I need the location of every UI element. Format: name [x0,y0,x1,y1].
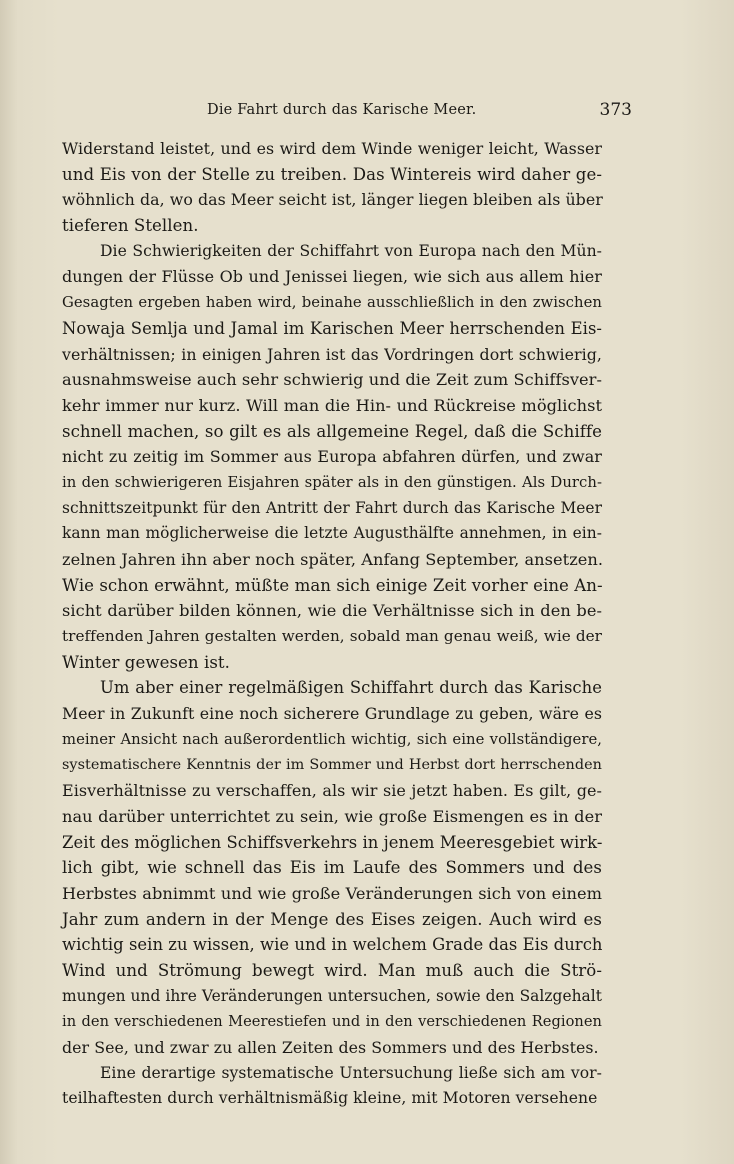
text-line: schnell machen, so gilt es als allgemeine Regel, daß die Schiffe [62,421,602,441]
text-line: Gesagten ergeben haben wird, beinahe ausschließlich in den zwischen [62,294,602,312]
text-line: ausnahmsweise auch sehr schwierig und die Zeit zum Schiffsver- [62,370,602,390]
text-line: Jahr zum andern in der Menge des Eises zeigen. Auch wird es [62,909,602,929]
page-header [62,100,632,124]
text-line: der See, und zwar zu allen Zeiten des Sommers und des Herbstes. [62,1038,599,1058]
text-line: Um aber einer regelmäßigen Schiffahrt durch das Karische [100,678,602,698]
text-line: Wie schon erwähnt, müßte man sich einige Zeit vorher eine An- [62,575,603,595]
text-line: Wind und Strömung bewegt wird. Man muß auch die Strö- [62,961,602,980]
text-line: lich gibt, wie schnell das Eis im Laufe des Sommers und des [62,858,602,878]
text-line: Eine derartige systematische Untersuchung ließe sich am vor- [100,1063,602,1082]
text-line: sicht darüber bilden können, wie die Verhältnisse sich in den be- [62,601,602,621]
text-line: Zeit des möglichen Schiffsverkehrs in jenem Meeresgebiet wirk- [62,832,603,852]
text-line: meiner Ansicht nach außerordentlich wichtig, sich eine vollständigere, [62,730,602,748]
text-line: zelnen Jahren ihn aber noch später, Anfang September, ansetzen. [62,550,604,569]
text-line: in den verschiedenen Meerestiefen und in den verschiedenen Regionen [62,1013,602,1031]
text-line: verhältnissen; in einigen Jahren ist das Vordringen dort schwierig, [62,344,602,364]
text-line: Winter gewesen ist. [62,652,230,672]
text-line: wichtig sein zu wissen, wie und in welchem Grade das Eis durch [62,935,603,955]
text-line: nau darüber unterrichtet zu sein, wie große Eismengen es in der [62,806,602,826]
text-line: Die Schwierigkeiten der Schiffahrt von Europa nach den Mün- [100,241,602,260]
text-line: Nowaja Semlja und Jamal im Karischen Meer herrschenden Eis- [62,318,602,338]
text-line: nicht zu zeitig im Sommer aus Europa abfahren dürfen, und zwar [62,447,602,467]
text-line: dungen der Flüsse Ob und Jenissei liegen, wie sich aus allem hier [62,267,602,287]
page-number: 373 [599,100,632,120]
body-text [62,136,602,1112]
text-line: teilhaftesten durch verhältnismäßig kleine, mit Motoren versehene [62,1089,598,1108]
text-line: tieferen Stellen. [62,216,199,236]
paragraph [62,239,602,676]
paragraph [62,675,602,1060]
paragraph [62,1061,602,1112]
text-line: Herbstes abnimmt und wie große Veränderungen sich von einem [62,883,602,903]
text-line: systematischere Kenntnis der im Sommer und Herbst dort herrschenden [62,756,602,773]
text-line: kann man möglicherweise die letzte Augusthälfte annehmen, in ein- [62,524,602,543]
running-title: Die Fahrt durch das Karische Meer. [207,102,477,118]
text-line: und Eis von der Stelle zu treiben. Das Wintereis wird daher ge- [62,164,602,184]
text-line: mungen und ihre Veränderungen untersuchen, sowie den Salzgehalt [62,986,602,1005]
text-line: treffenden Jahren gestalten werden, sobald man genau weiß, wie der [62,627,602,646]
paragraph [62,136,602,239]
text-line: Widerstand leistet, und es wird dem Winde weniger leicht, Wasser [62,139,602,158]
text-line: wöhnlich da, wo das Meer seicht ist, länger liegen bleiben als über [62,190,603,210]
text-line: schnittszeitpunkt für den Antritt der Fahrt durch das Karische Meer [62,498,602,517]
text-line: Eisverhältnisse zu verschaffen, als wir sie jetzt haben. Es gilt, ge- [62,781,602,801]
text-line: Meer in Zukunft eine noch sicherere Grundlage zu geben, wäre es [62,704,602,724]
text-line: in den schwierigeren Eisjahren später als in den günstigen. Als Durch- [62,473,602,491]
text-line: kehr immer nur kurz. Will man die Hin- und Rückreise möglichst [62,395,602,415]
